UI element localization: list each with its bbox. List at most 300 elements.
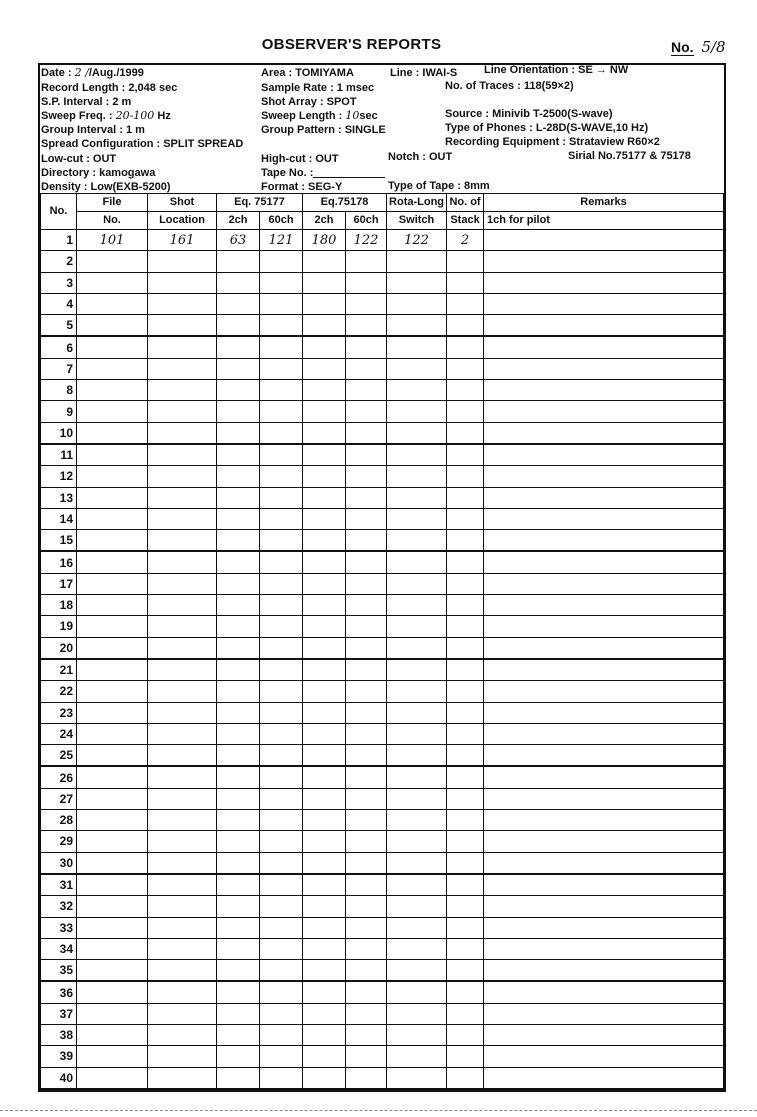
eq2-2ch-cell — [303, 336, 346, 358]
table-row — [41, 917, 724, 938]
table-row — [41, 637, 724, 659]
eq2-60ch-cell — [346, 745, 387, 767]
remarks-cell — [484, 896, 724, 917]
eq2-2ch-cell — [303, 702, 346, 723]
col-subheader-stack: Stack — [447, 212, 484, 230]
switch-cell — [387, 788, 447, 809]
table-row — [41, 810, 724, 831]
file-no-cell — [77, 810, 148, 831]
shot-location-cell — [148, 1067, 217, 1089]
row-number-cell: 5 — [41, 315, 77, 337]
eq1-2ch-cell — [217, 917, 260, 938]
notch: Notch : OUT — [388, 151, 453, 163]
shot-location-cell — [148, 530, 217, 552]
table-row — [41, 681, 724, 702]
row-number-cell: 10 — [41, 422, 77, 444]
eq2-60ch-cell — [346, 251, 387, 272]
table-row — [41, 530, 724, 552]
file-no-cell — [77, 380, 148, 401]
line-orientation: Line Orientation : SE → NW — [484, 64, 629, 76]
tape-no-underline — [313, 177, 385, 178]
eq2-2ch-cell — [303, 1024, 346, 1045]
file-no-cell — [77, 315, 148, 337]
remarks-cell — [484, 422, 724, 444]
eq2-60ch-cell — [346, 938, 387, 959]
no-of-traces: No. of Traces : 118(59×2) — [445, 80, 574, 92]
shot-location-cell — [148, 938, 217, 959]
remarks-cell — [484, 573, 724, 594]
file-no-cell — [77, 723, 148, 744]
eq2-60ch-cell — [346, 573, 387, 594]
shot-location-cell — [148, 659, 217, 681]
file-no-cell — [77, 1003, 148, 1024]
remarks-cell — [484, 831, 724, 852]
eq2-2ch-cell — [303, 637, 346, 659]
eq1-60ch-cell — [260, 766, 303, 788]
eq2-2ch-cell — [303, 896, 346, 917]
table-row — [41, 874, 724, 896]
eq2-60ch-cell — [346, 466, 387, 487]
file-no-cell — [77, 1046, 148, 1067]
row-number-cell: 26 — [41, 766, 77, 788]
shot-location-cell — [148, 444, 217, 466]
eq1-2ch-cell — [217, 810, 260, 831]
col-subheader-eq1-60ch: 60ch — [260, 212, 303, 230]
eq2-2ch-cell — [303, 401, 346, 422]
stack-cell — [447, 444, 484, 466]
eq2-60ch-cell — [346, 401, 387, 422]
shot-location-cell — [148, 917, 217, 938]
switch-cell: 122 — [387, 230, 447, 251]
table-row — [41, 1046, 724, 1067]
eq2-2ch-cell — [303, 1067, 346, 1089]
stack-cell — [447, 852, 484, 874]
group-pattern: Group Pattern : SINGLE — [261, 124, 386, 136]
eq1-60ch-cell — [260, 659, 303, 681]
remarks-cell — [484, 659, 724, 681]
remarks-cell — [484, 530, 724, 552]
eq2-60ch-cell — [346, 293, 387, 314]
eq2-60ch-cell — [346, 272, 387, 293]
eq2-60ch-cell — [346, 1003, 387, 1024]
file-no-cell — [77, 530, 148, 552]
remarks-cell — [484, 917, 724, 938]
stack-cell — [447, 616, 484, 637]
file-no-cell — [77, 831, 148, 852]
eq2-60ch-cell — [346, 917, 387, 938]
spread-configuration: Spread Configuration : SPLIT SPREAD — [41, 138, 244, 150]
eq1-2ch-cell — [217, 1003, 260, 1024]
row-number-cell: 8 — [41, 380, 77, 401]
row-number-cell: 36 — [41, 981, 77, 1003]
title-text: OBSERVER'S REPORTS — [261, 36, 442, 53]
eq2-60ch-cell — [346, 530, 387, 552]
remarks-cell — [484, 788, 724, 809]
eq1-2ch-cell — [217, 874, 260, 896]
date-rest: /Aug./1999 — [88, 67, 144, 79]
stack-cell — [447, 251, 484, 272]
sweep-freq — [41, 110, 171, 122]
eq2-60ch-cell — [346, 508, 387, 529]
shot-location-cell — [148, 874, 217, 896]
eq1-2ch-cell — [217, 487, 260, 508]
file-no-cell — [77, 466, 148, 487]
file-no-cell — [77, 938, 148, 959]
shot-location-cell — [148, 852, 217, 874]
shot-location-cell — [148, 723, 217, 744]
stack-cell — [447, 595, 484, 616]
remarks-cell — [484, 810, 724, 831]
date-field — [41, 67, 144, 79]
date-day: 2 / — [74, 66, 89, 79]
eq1-2ch-cell — [217, 573, 260, 594]
eq2-60ch-cell — [346, 981, 387, 1003]
stack-cell — [447, 702, 484, 723]
shot-location-cell — [148, 293, 217, 314]
eq2-60ch-cell — [346, 723, 387, 744]
stack-cell — [447, 466, 484, 487]
eq2-60ch-cell: 122 — [346, 230, 387, 251]
file-no-cell — [77, 1067, 148, 1089]
eq2-60ch-cell — [346, 595, 387, 616]
sample-rate: Sample Rate : 1 msec — [261, 82, 375, 94]
eq1-60ch-cell — [260, 487, 303, 508]
eq1-2ch-cell — [217, 358, 260, 379]
row-number-cell: 1 — [41, 230, 77, 251]
table-row — [41, 336, 724, 358]
shot-log-table — [40, 193, 724, 1090]
eq1-60ch-cell — [260, 917, 303, 938]
eq1-2ch-cell — [217, 616, 260, 637]
eq1-2ch-cell — [217, 788, 260, 809]
file-no-cell — [77, 681, 148, 702]
eq2-60ch-cell — [346, 358, 387, 379]
eq1-2ch-cell — [217, 1024, 260, 1045]
type-of-tape: Type of Tape : 8mm — [388, 180, 490, 192]
area: Area : TOMIYAMA — [261, 67, 354, 79]
table-row — [41, 788, 724, 809]
shot-location-cell — [148, 702, 217, 723]
eq1-2ch-cell — [217, 315, 260, 337]
eq2-60ch-cell — [346, 831, 387, 852]
eq1-60ch-cell — [260, 251, 303, 272]
stack-cell — [447, 810, 484, 831]
file-no-cell — [77, 852, 148, 874]
switch-cell — [387, 401, 447, 422]
eq1-2ch-cell — [217, 444, 260, 466]
eq2-2ch-cell — [303, 251, 346, 272]
row-number-cell: 25 — [41, 745, 77, 767]
remarks-cell — [484, 938, 724, 959]
col-subheader-eq1-2ch: 2ch — [217, 212, 260, 230]
eq2-2ch-cell — [303, 315, 346, 337]
row-number-cell: 39 — [41, 1046, 77, 1067]
table-row — [41, 1024, 724, 1045]
eq2-60ch-cell — [346, 702, 387, 723]
eq2-60ch-cell — [346, 444, 387, 466]
switch-cell — [387, 745, 447, 767]
sweep-length-unit: sec — [359, 110, 378, 122]
eq2-2ch-cell — [303, 1003, 346, 1024]
remarks-cell — [484, 1024, 724, 1045]
shot-location-cell — [148, 272, 217, 293]
table-row — [41, 401, 724, 422]
eq2-2ch-cell — [303, 595, 346, 616]
stack-cell — [447, 422, 484, 444]
high-cut: High-cut : OUT — [261, 153, 339, 165]
switch-cell — [387, 444, 447, 466]
eq1-60ch-cell — [260, 315, 303, 337]
shot-location-cell — [148, 422, 217, 444]
remarks-cell — [484, 745, 724, 767]
shot-location-cell — [148, 551, 217, 573]
remarks-cell — [484, 852, 724, 874]
stack-cell — [447, 960, 484, 982]
stack-cell — [447, 896, 484, 917]
eq2-60ch-cell — [346, 336, 387, 358]
table-row — [41, 960, 724, 982]
shot-location-cell — [148, 766, 217, 788]
switch-cell — [387, 938, 447, 959]
file-no-cell — [77, 336, 148, 358]
file-no-cell — [77, 659, 148, 681]
table-row — [41, 745, 724, 767]
eq1-2ch-cell — [217, 681, 260, 702]
switch-cell — [387, 530, 447, 552]
shot-location-cell — [148, 788, 217, 809]
table-row — [41, 1067, 724, 1089]
eq2-60ch-cell — [346, 1024, 387, 1045]
type-of-phones: Type of Phones : L-28D(S-WAVE,10 Hz) — [445, 122, 649, 134]
eq2-2ch-cell — [303, 981, 346, 1003]
col-header-file: File — [77, 194, 148, 212]
table-row — [41, 466, 724, 487]
eq2-2ch-cell: 180 — [303, 230, 346, 251]
eq1-60ch-cell — [260, 616, 303, 637]
table-row — [41, 616, 724, 637]
col-header-eq1: Eq. 75177 — [217, 194, 303, 212]
switch-cell — [387, 336, 447, 358]
record-length: Record Length : 2,048 sec — [41, 82, 178, 94]
eq1-60ch-cell — [260, 874, 303, 896]
shot-location-cell — [148, 595, 217, 616]
switch-cell — [387, 896, 447, 917]
table-row — [41, 358, 724, 379]
eq2-2ch-cell — [303, 358, 346, 379]
col-subheader-eq2-2ch: 2ch — [303, 212, 346, 230]
table-header-row-top — [41, 194, 724, 212]
switch-cell — [387, 293, 447, 314]
remarks-cell — [484, 315, 724, 337]
stack-cell — [447, 358, 484, 379]
date-label: Date : — [41, 67, 72, 79]
row-number-cell: 28 — [41, 810, 77, 831]
remarks-cell — [484, 1046, 724, 1067]
eq2-60ch-cell — [346, 788, 387, 809]
switch-cell — [387, 1024, 447, 1045]
eq1-60ch-cell — [260, 336, 303, 358]
directory: Directory : kamogawa — [41, 167, 156, 179]
eq2-60ch-cell — [346, 960, 387, 982]
table-header-row-bottom — [41, 212, 724, 230]
eq2-2ch-cell — [303, 1046, 346, 1067]
file-no-cell — [77, 401, 148, 422]
eq1-2ch-cell — [217, 466, 260, 487]
eq1-60ch-cell — [260, 551, 303, 573]
shot-log-body — [41, 230, 724, 1089]
remarks-cell — [484, 874, 724, 896]
row-number-cell: 3 — [41, 272, 77, 293]
eq1-60ch-cell — [260, 1067, 303, 1089]
remarks-cell — [484, 960, 724, 982]
remarks-cell — [484, 358, 724, 379]
col-header-shot: Shot — [148, 194, 217, 212]
row-number-cell: 20 — [41, 637, 77, 659]
remarks-cell — [484, 1003, 724, 1024]
switch-cell — [387, 1067, 447, 1089]
eq1-60ch-cell: 121 — [260, 230, 303, 251]
remarks-cell — [484, 1067, 724, 1089]
remarks-cell — [484, 681, 724, 702]
eq1-2ch-cell — [217, 530, 260, 552]
switch-cell — [387, 251, 447, 272]
stack-cell — [447, 981, 484, 1003]
eq1-60ch-cell — [260, 530, 303, 552]
row-number-cell: 22 — [41, 681, 77, 702]
eq1-2ch-cell — [217, 766, 260, 788]
switch-cell — [387, 272, 447, 293]
shot-location-cell — [148, 315, 217, 337]
file-no-cell — [77, 444, 148, 466]
eq2-2ch-cell — [303, 616, 346, 637]
table-row — [41, 595, 724, 616]
stack-cell — [447, 401, 484, 422]
doc-no-label: No. — [671, 39, 694, 55]
remarks-cell — [484, 466, 724, 487]
shot-location-cell — [148, 508, 217, 529]
table-row — [41, 702, 724, 723]
density: Density : Low(EXB-5200) — [41, 181, 171, 193]
eq2-60ch-cell — [346, 681, 387, 702]
eq2-60ch-cell — [346, 487, 387, 508]
table-row — [41, 938, 724, 959]
eq2-2ch-cell — [303, 293, 346, 314]
stack-cell — [447, 766, 484, 788]
table-row — [41, 508, 724, 529]
eq2-2ch-cell — [303, 422, 346, 444]
switch-cell — [387, 380, 447, 401]
stack-cell — [447, 1003, 484, 1024]
eq2-2ch-cell — [303, 487, 346, 508]
eq1-2ch-cell — [217, 595, 260, 616]
eq2-60ch-cell — [346, 616, 387, 637]
eq2-60ch-cell — [346, 1046, 387, 1067]
row-number-cell: 11 — [41, 444, 77, 466]
stack-cell — [447, 745, 484, 767]
table-row — [41, 766, 724, 788]
remarks-cell — [484, 487, 724, 508]
sweep-freq-value: 20-100 — [115, 109, 155, 122]
shot-location-cell — [148, 358, 217, 379]
eq1-60ch-cell — [260, 831, 303, 852]
file-no-cell — [77, 788, 148, 809]
eq2-2ch-cell — [303, 938, 346, 959]
eq1-60ch-cell — [260, 788, 303, 809]
col-subheader-location: Location — [148, 212, 217, 230]
switch-cell — [387, 852, 447, 874]
shot-location-cell — [148, 681, 217, 702]
switch-cell — [387, 508, 447, 529]
eq1-60ch-cell — [260, 723, 303, 744]
eq2-2ch-cell — [303, 960, 346, 982]
shot-location-cell — [148, 960, 217, 982]
eq2-60ch-cell — [346, 896, 387, 917]
eq2-60ch-cell — [346, 810, 387, 831]
row-number-cell: 13 — [41, 487, 77, 508]
remarks-cell — [484, 981, 724, 1003]
eq2-60ch-cell — [346, 874, 387, 896]
eq1-60ch-cell — [260, 358, 303, 379]
file-no-cell — [77, 573, 148, 594]
eq1-60ch-cell — [260, 573, 303, 594]
row-number-cell: 23 — [41, 702, 77, 723]
eq2-60ch-cell — [346, 380, 387, 401]
col-header-no: No. — [41, 194, 77, 230]
shot-location-cell — [148, 1024, 217, 1045]
col-subheader-switch: Switch — [387, 212, 447, 230]
table-row — [41, 981, 724, 1003]
eq1-60ch-cell — [260, 444, 303, 466]
row-number-cell: 7 — [41, 358, 77, 379]
switch-cell — [387, 315, 447, 337]
stack-cell — [447, 831, 484, 852]
eq1-60ch-cell — [260, 637, 303, 659]
remarks-cell — [484, 595, 724, 616]
col-subheader-file-no: No. — [77, 212, 148, 230]
eq2-2ch-cell — [303, 745, 346, 767]
file-no-cell — [77, 917, 148, 938]
row-number-cell: 14 — [41, 508, 77, 529]
eq2-2ch-cell — [303, 874, 346, 896]
eq1-60ch-cell — [260, 293, 303, 314]
sweep-freq-unit: Hz — [157, 110, 171, 122]
switch-cell — [387, 831, 447, 852]
stack-cell — [447, 637, 484, 659]
eq1-60ch-cell — [260, 1003, 303, 1024]
shot-location-cell — [148, 831, 217, 852]
row-number-cell: 16 — [41, 551, 77, 573]
row-number-cell: 37 — [41, 1003, 77, 1024]
col-header-eq2: Eq.75178 — [303, 194, 387, 212]
stack-cell — [447, 938, 484, 959]
stack-cell — [447, 874, 484, 896]
eq2-2ch-cell — [303, 659, 346, 681]
file-no-cell — [77, 551, 148, 573]
shot-location-cell — [148, 896, 217, 917]
col-subheader-remarks-note: 1ch for pilot — [484, 212, 724, 230]
eq1-60ch-cell — [260, 380, 303, 401]
shot-location-cell — [148, 745, 217, 767]
file-no-cell — [77, 981, 148, 1003]
stack-cell — [447, 487, 484, 508]
eq1-2ch-cell — [217, 960, 260, 982]
shot-location-cell: 161 — [148, 230, 217, 251]
table-row — [41, 315, 724, 337]
eq2-2ch-cell — [303, 788, 346, 809]
remarks-cell — [484, 616, 724, 637]
eq2-2ch-cell — [303, 852, 346, 874]
switch-cell — [387, 723, 447, 744]
